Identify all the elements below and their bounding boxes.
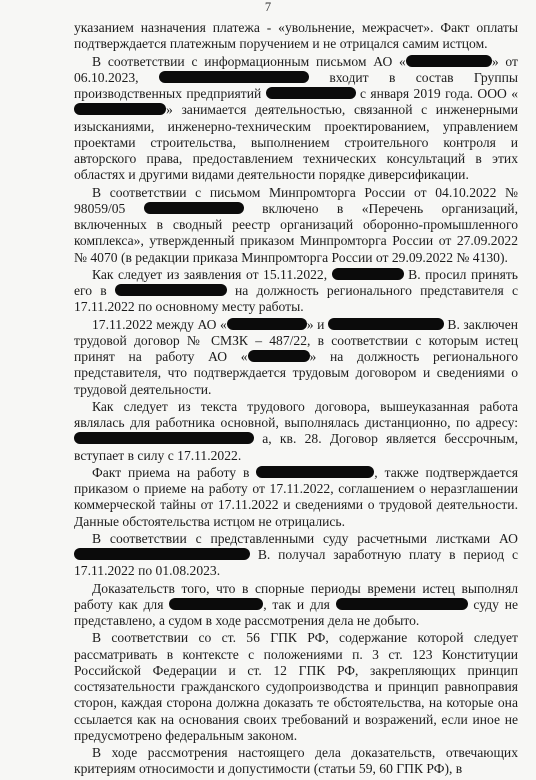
redaction-mark xyxy=(74,432,254,444)
paragraph xyxy=(74,20,518,53)
redaction-mark xyxy=(74,103,166,115)
document-body xyxy=(74,20,518,779)
paragraph-text: на должность регионального представителя с 17.11.2022 по основному месту работы. xyxy=(74,283,518,315)
paragraph-text: В ходе рассмотрения настоящего дела доказательств, отвечающих критериям относимости и допустимости (статьи 59, 60 ГПК РФ), в xyxy=(74,745,518,777)
redaction-mark xyxy=(248,350,310,362)
paragraph-text: 17.11.2022 между АО « xyxy=(92,316,227,332)
paragraph-text: » занимается деятельностью, связанной с инженерными изысканиями, инженерно-техническим проектированием, управлением проектами строительства, выполнением строительного контроля и авторского права, предоставлением технических консультаций в этих областях и другими видами деятельности порядке диверсификации. xyxy=(74,102,518,183)
paragraph-text: » от 06.10.2023, xyxy=(74,53,518,85)
paragraph-text: » на должность регионального представителя, что подтверждается трудовым договором и сведениями о трудовой деятельности. xyxy=(74,349,518,397)
redaction-mark xyxy=(144,202,244,214)
paragraph-text: включено в «Перечень организаций, включенных в сводный реестр организаций оборонно-промышленного комплекса», утвержденный приказом Минпромторга России от 27.09.2022 № 4070 (в редакции приказа Минпромторга России от 29.09.2022 № 4130). xyxy=(74,200,518,265)
redaction-mark xyxy=(406,55,492,67)
paragraph-text: В соответствии со ст. 56 ГПК РФ, содержание которой следует рассматривать в контексте с положениями п. 3 ст. 123 Конституции Российской Федерации и ст. 12 ГПК РФ, закрепляющих принцип состязательности гражданского судопроизводства и принцип равноправия сторон, каждая сторона должна доказать те обстоятельства, на которые она ссылается как на основания своих требований и возражений, если иное не предусмотрено федеральным законом. xyxy=(74,630,518,743)
redaction-mark xyxy=(169,598,263,610)
paragraph-text: , так и для xyxy=(263,596,336,612)
redaction-mark xyxy=(332,268,404,280)
paragraph xyxy=(74,630,518,744)
paragraph-text: В. заключен трудовой договор № СМЗК – 487/22, в соответствии с которым истец принят на работу АО « xyxy=(74,316,519,364)
paragraph-text: указанием назначения платежа - «увольнение, межрасчет». Факт оплаты подтверждается платежным поручением и не отрицался самим истцом. xyxy=(74,20,518,52)
paragraph-text: , также подтверждается приказом о приеме на работу от 17.11.2022, соглашением о неразглашении коммерческой тайны от 17.11.2022 и сведениями о трудовой деятельности. Данные обстоятельства истцом не отрицались. xyxy=(74,464,518,529)
paragraph-text: В соответствии с информационным письмом АО « xyxy=(92,53,406,69)
redaction-mark xyxy=(159,71,309,83)
paragraph-text: » и xyxy=(306,316,328,332)
paragraph-text: В. просил принять его в xyxy=(74,266,518,298)
paragraph-text: с января 2019 года. ООО « xyxy=(355,86,518,101)
paragraph xyxy=(74,465,518,530)
paragraph-text: суду не представлено, а судом в ходе рассмотрения дела не добыто. xyxy=(74,596,519,628)
redaction-mark xyxy=(74,548,250,560)
paragraph xyxy=(74,317,518,398)
paragraph xyxy=(74,745,518,778)
paragraph xyxy=(74,185,518,266)
paragraph-text: В соответствии с представленными суду расчетными листками АО xyxy=(92,530,518,546)
paragraph xyxy=(74,54,518,184)
redaction-mark xyxy=(227,318,307,330)
redaction-mark xyxy=(256,466,374,478)
paragraph-text: входит в состав Группы производственных предприятий xyxy=(74,69,518,101)
redaction-mark xyxy=(115,284,227,296)
paragraph-text: Факт приема на работу в xyxy=(92,464,257,480)
redaction-mark xyxy=(328,318,444,330)
redaction-mark xyxy=(266,87,356,99)
page-number: 7 xyxy=(264,0,272,14)
redaction-mark xyxy=(336,598,468,610)
paragraph xyxy=(74,399,518,464)
paragraph-text: В соответствии с письмом Минпромторга России от 04.10.2022 № 98059/05 xyxy=(74,184,518,216)
paragraph-text: а, кв. 28. Договор является бессрочным, вступает в силу с 17.11.2022. xyxy=(74,431,518,463)
paragraph-text: Как следует из заявления от 15.11.2022, xyxy=(92,266,332,282)
paragraph-text: Как следует из текста трудового договора, вышеуказанная работа являлась для работника основной, выполнялась дистанционно, по адресу: xyxy=(74,398,518,430)
paragraph xyxy=(74,581,518,630)
paragraph xyxy=(74,267,518,316)
paragraph xyxy=(74,531,518,580)
paragraph-text: Доказательств того, что в спорные периоды времени истец выполнял работу как для xyxy=(74,580,518,612)
paragraph-text: В. получал заработную плату в период с 17.11.2022 по 01.08.2023. xyxy=(74,547,518,579)
